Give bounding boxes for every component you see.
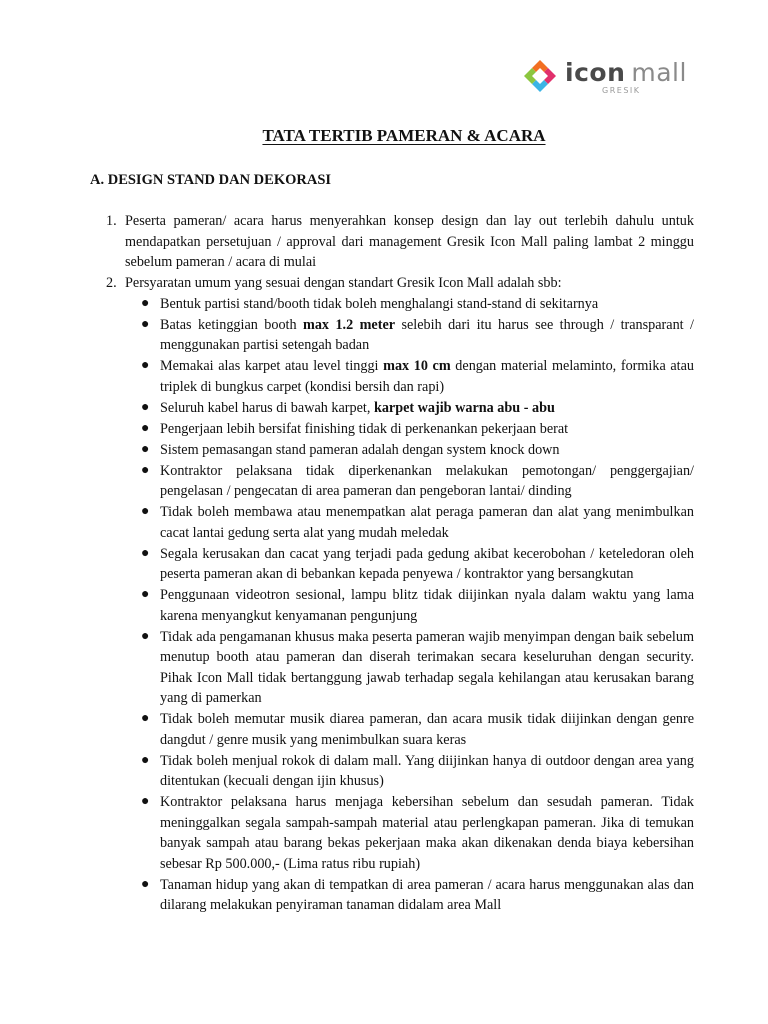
list-item-text: Tanaman hidup yang akan di tempatkan di area pameran / acara harus menggunakan alas dan dilarang melakukan penyiraman tanaman didalam area Mall	[160, 876, 694, 913]
item-number: 1.	[106, 213, 117, 229]
logo-mark-icon	[520, 56, 560, 96]
list-item-text: Penggunaan videotron sesional, lampu blitz tidak diijinkan nyala dalam waktu yang lama karena menyangkut kenyamanan pengunjung	[160, 587, 694, 624]
list-item-text: Tidak ada pengamanan khusus maka peserta pameran wajib menyimpan dengan baik sebelum menutup booth atau pameran dan diserah terimakan secara keseluruhan dengan security. Pihak Icon Mall tidak bertanggung jawab terhadap segala kehilangan atau kerusakan barang yang di pamerkan	[160, 628, 694, 706]
bullet-icon: ●	[141, 545, 150, 561]
bullet-icon: ●	[141, 752, 150, 768]
list-item-text: Pengerjaan lebih bersifat finishing tidak di perkenankan pekerjaan berat	[160, 420, 569, 437]
list-item	[0, 709, 768, 750]
list-item-text: dengan material melaminto, formika atau triplek di bungkus carpet (kondisi bersih dan rapi)	[160, 358, 695, 395]
list-item	[0, 751, 768, 792]
list-item	[0, 419, 768, 440]
list-item	[0, 792, 768, 874]
list-item	[0, 398, 768, 419]
section-heading: A. DESIGN STAND DAN DEKORASI	[90, 172, 332, 188]
list-item-text: Kontraktor pelaksana harus menjaga kebersihan sebelum dan sesudah pameran. Tidak meninggalkan segala sampah-sampah material atau perlengkapan pameran. Jika di temukan banyak sampah atau barang bekas pekerjaan maka akan dikenakan denda biaya kebersihan sebesar Rp 500.000,- (Lima ratus ribu rupiah)	[160, 794, 694, 872]
list-item-text: Segala kerusakan dan cacat yang terjadi pada gedung akibat kecerobohan / keteledoran oleh peserta pameran akan di bebankan kepada penyewa / kontraktor yang bersangkutan	[160, 545, 694, 582]
document-title: TATA TERTIB PAMERAN & ACARA	[262, 126, 546, 145]
bullet-icon: ●	[141, 295, 150, 311]
bullet-icon: ●	[141, 462, 150, 478]
list-item-text: Batas ketinggian booth	[160, 316, 304, 333]
numbered-item-2	[0, 273, 768, 294]
item-text: Persyaratan umum yang sesuai dengan standart Gresik Icon Mall adalah sbb:	[125, 274, 562, 291]
bullet-icon: ●	[141, 441, 150, 457]
logo-subtitle: GRESIK	[602, 86, 641, 95]
list-item	[0, 356, 768, 397]
item-text: Peserta pameran/ acara harus menyerahkan konsep design dan lay out terlebih dahulu untuk mendapatkan persetujuan / approval dari management Gresik Icon Mall paling lambat 2 minggu sebelum pameran / acara di mulai	[125, 213, 694, 270]
list-item-text: Kontraktor pelaksana tidak diperkenankan melakukan pemotongan/ penggergajian/ pengelasan / pengecatan di area pameran dan pengeboran lantai/ dinding	[160, 462, 694, 499]
bullet-icon: ●	[141, 628, 150, 644]
list-item-text: Seluruh kabel harus di bawah karpet,	[160, 399, 374, 416]
list-item	[0, 502, 768, 543]
list-item-text: selebih dari itu harus see through / transparant / menggunakan partisi setengah badan	[160, 316, 694, 353]
bullet-icon: ●	[141, 711, 150, 726]
bullet-icon: ●	[141, 504, 150, 519]
requirements-list	[0, 294, 768, 916]
list-item-emphasis: max 10 cm	[383, 358, 451, 374]
document-body	[0, 211, 768, 916]
list-item	[0, 461, 768, 502]
list-item	[0, 585, 768, 626]
logo-word-mall: mall	[631, 58, 687, 87]
list-item-text: Tidak boleh menjual rokok di dalam mall. Yang diijinkan hanya di outdoor dengan area yang ditentukan (kecuali dengan ijin khusus)	[160, 752, 694, 789]
list-item	[0, 294, 768, 315]
logo-wordmark	[565, 58, 687, 88]
list-item	[0, 544, 768, 585]
list-item	[0, 315, 768, 356]
bullet-icon: ●	[141, 316, 150, 332]
icon-mall-logo	[520, 54, 687, 104]
bullet-icon: ●	[141, 358, 150, 373]
logo-word-icon: icon	[565, 58, 626, 87]
list-item-text: Tidak boleh membawa atau menempatkan alat peraga pameran dan alat yang menimbulkan cacat lantai gedung serta alat yang mudah meledak	[160, 504, 694, 541]
list-item	[0, 440, 768, 461]
bullet-icon: ●	[141, 399, 150, 415]
bullet-icon: ●	[141, 794, 150, 809]
list-item-text: Memakai alas karpet atau level tinggi	[160, 358, 384, 374]
bullet-icon: ●	[141, 587, 150, 602]
list-item-emphasis: karpet wajib warna abu - abu	[373, 399, 555, 416]
list-item-text: Bentuk partisi stand/booth tidak boleh menghalangi stand-stand di sekitarnya	[160, 295, 599, 312]
numbered-item-1	[0, 211, 768, 273]
list-item	[0, 875, 768, 916]
bullet-icon: ●	[141, 876, 150, 892]
list-item	[0, 627, 768, 709]
list-item-text: Tidak boleh memutar musik diarea pameran, dan acara musik tidak diijinkan dengan genre dangdut / genre musik yang menimbulkan suara keras	[160, 711, 694, 748]
list-item-text: Sistem pemasangan stand pameran adalah dengan system knock down	[160, 441, 560, 458]
item-number: 2.	[106, 274, 117, 291]
bullet-icon: ●	[141, 420, 150, 436]
list-item-emphasis: max 1.2 meter	[303, 316, 396, 333]
